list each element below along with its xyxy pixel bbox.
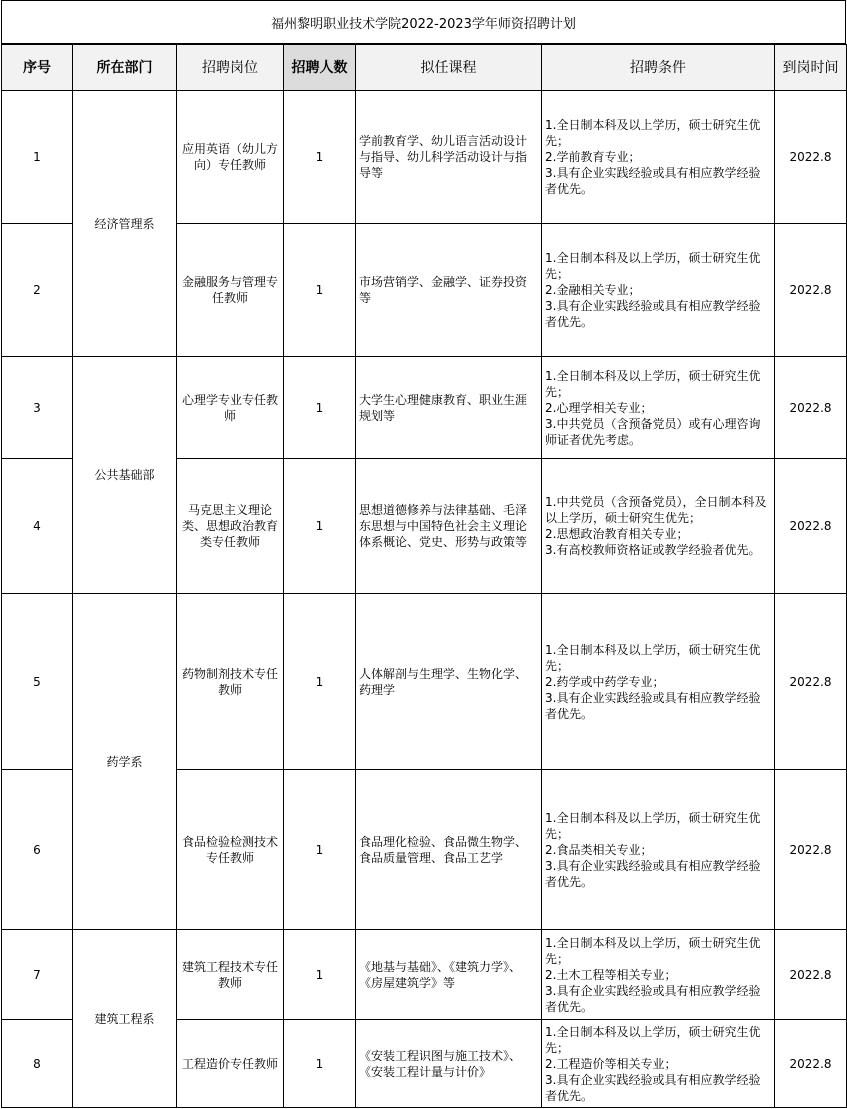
table-row [2,91,847,224]
cell-course[interactable]: 思想道德修养与法律基础、毛泽东思想与中国特色社会主义理论体系概论、党史、形势与政策等 [356,459,542,594]
header-date[interactable]: 到岗时间 [775,45,847,91]
cell-no[interactable]: 8 [2,1020,73,1108]
cell-position[interactable]: 马克思主义理论类、思想政治教育类专任教师 [177,459,284,594]
cell-requirements[interactable] [542,224,775,357]
requirement-line: 1.全日制本科及以上学历，硕士研究生优先； [545,368,761,399]
cell-date[interactable]: 2022.8 [775,224,847,357]
requirement-line: 1.全日制本科及以上学历，硕士研究生优先； [545,251,761,281]
cell-count[interactable]: 1 [284,1020,356,1108]
requirement-line: 1.全日制本科及以上学历，硕士研究生优先； [545,118,761,148]
cell-requirements[interactable] [542,1020,775,1108]
header-course[interactable]: 拟任课程 [356,45,542,91]
cell-count[interactable]: 1 [284,91,356,224]
requirement-line: 3.有高校教师资格证或教学经验者优先。 [545,543,761,557]
cell-date[interactable]: 2022.8 [775,459,847,594]
cell-no[interactable]: 4 [2,459,73,594]
cell-date[interactable]: 2022.8 [775,357,847,459]
cell-course[interactable]: 《安装工程识图与施工技术》、《安装工程计量与计价》 [356,1020,542,1108]
requirement-line: 3.具有企业实践经验或具有相应教学经验者优先。 [545,166,761,196]
requirement-line: 2.土木工程等相关专业； [545,967,677,982]
cell-position[interactable]: 食品检验检测技术专任教师 [177,770,284,930]
cell-no[interactable]: 1 [2,91,73,224]
cell-no[interactable]: 2 [2,224,73,357]
cell-requirements[interactable] [542,459,775,594]
header-position[interactable]: 招聘岗位 [177,45,284,91]
requirement-line: 2.食品类相关专业； [545,842,653,857]
sheet-title: 福州黎明职业技术学院2022-2023学年师资招聘计划 [1,0,846,44]
recruitment-table [1,44,847,1108]
requirement-line: 3.具有企业实践经验或具有相应教学经验者优先。 [545,690,761,721]
requirement-line: 2.学前教育专业； [545,150,641,164]
cell-requirements[interactable] [542,930,775,1020]
cell-department[interactable]: 药学系 [73,594,177,930]
cell-no[interactable]: 5 [2,594,73,770]
cell-position[interactable]: 建筑工程技术专任教师 [177,930,284,1020]
cell-no[interactable]: 6 [2,770,73,930]
requirement-line: 2.药学或中药学专业； [545,674,665,689]
cell-course[interactable]: 《地基与基础》、《建筑力学》、《房屋建筑学》等 [356,930,542,1020]
header-department[interactable]: 所在部门 [73,45,177,91]
cell-position[interactable]: 心理学专业专任教师 [177,357,284,459]
requirement-line: 2.工程造价等相关专业； [545,1056,677,1071]
cell-requirements[interactable] [542,594,775,770]
cell-count[interactable]: 1 [284,459,356,594]
header-requirements[interactable]: 招聘条件 [542,45,775,91]
header-row [2,45,847,91]
table-row [2,594,847,770]
requirement-line: 1.全日制本科及以上学历，硕士研究生优先； [545,810,761,841]
cell-course[interactable]: 学前教育学、幼儿语言活动设计与指导、幼儿科学活动设计与指导等 [356,91,542,224]
cell-department[interactable]: 经济管理系 [73,91,177,357]
requirement-line: 2.金融相关专业； [545,283,641,297]
requirement-line: 1.中共党员（含预备党员），全日制本科及以上学历，硕士研究生优先； [545,495,767,525]
cell-department[interactable]: 建筑工程系 [73,930,177,1108]
cell-department[interactable]: 公共基础部 [73,357,177,594]
cell-position[interactable]: 应用英语（幼儿方向）专任教师 [177,91,284,224]
cell-requirements[interactable] [542,91,775,224]
cell-date[interactable]: 2022.8 [775,91,847,224]
cell-no[interactable]: 7 [2,930,73,1020]
requirement-line: 3.具有企业实践经验或具有相应教学经验者优先。 [545,983,761,1014]
cell-position[interactable]: 药物制剂技术专任教师 [177,594,284,770]
cell-date[interactable]: 2022.8 [775,1020,847,1108]
requirement-line: 1.全日制本科及以上学历，硕士研究生优先； [545,642,761,673]
requirement-line: 3.具有企业实践经验或具有相应教学经验者优先。 [545,858,761,889]
cell-course[interactable]: 大学生心理健康教育、职业生涯规划等 [356,357,542,459]
cell-count[interactable]: 1 [284,357,356,459]
requirement-line: 3.具有企业实践经验或具有相应教学经验者优先。 [545,299,761,329]
cell-course[interactable]: 人体解剖与生理学、生物化学、药理学 [356,594,542,770]
cell-count[interactable]: 1 [284,594,356,770]
requirement-line: 3.具有企业实践经验或具有相应教学经验者优先。 [545,1072,761,1103]
cell-no[interactable]: 3 [2,357,73,459]
table-row [2,357,847,459]
cell-position[interactable]: 金融服务与管理专任教师 [177,224,284,357]
header-no[interactable]: 序号 [2,45,73,91]
cell-date[interactable]: 2022.8 [775,930,847,1020]
cell-date[interactable]: 2022.8 [775,594,847,770]
cell-count[interactable]: 1 [284,224,356,357]
requirement-line: 1.全日制本科及以上学历，硕士研究生优先； [545,1024,761,1055]
cell-course[interactable]: 市场营销学、金融学、证券投资等 [356,224,542,357]
requirement-line: 2.思想政治教育相关专业； [545,527,689,541]
requirement-line: 3.中共党员（含预备党员）或有心理咨询师证者优先考虑。 [545,416,761,447]
table-row [2,930,847,1020]
cell-course[interactable]: 食品理化检验、食品微生物学、食品质量管理、食品工艺学 [356,770,542,930]
cell-requirements[interactable] [542,357,775,459]
cell-requirements[interactable] [542,770,775,930]
cell-count[interactable]: 1 [284,770,356,930]
header-count[interactable]: 招聘人数 [284,45,356,91]
requirement-line: 1.全日制本科及以上学历，硕士研究生优先； [545,935,761,966]
cell-position[interactable]: 工程造价专任教师 [177,1020,284,1108]
cell-count[interactable]: 1 [284,930,356,1020]
requirement-line: 2.心理学相关专业； [545,400,653,415]
cell-date[interactable]: 2022.8 [775,770,847,930]
